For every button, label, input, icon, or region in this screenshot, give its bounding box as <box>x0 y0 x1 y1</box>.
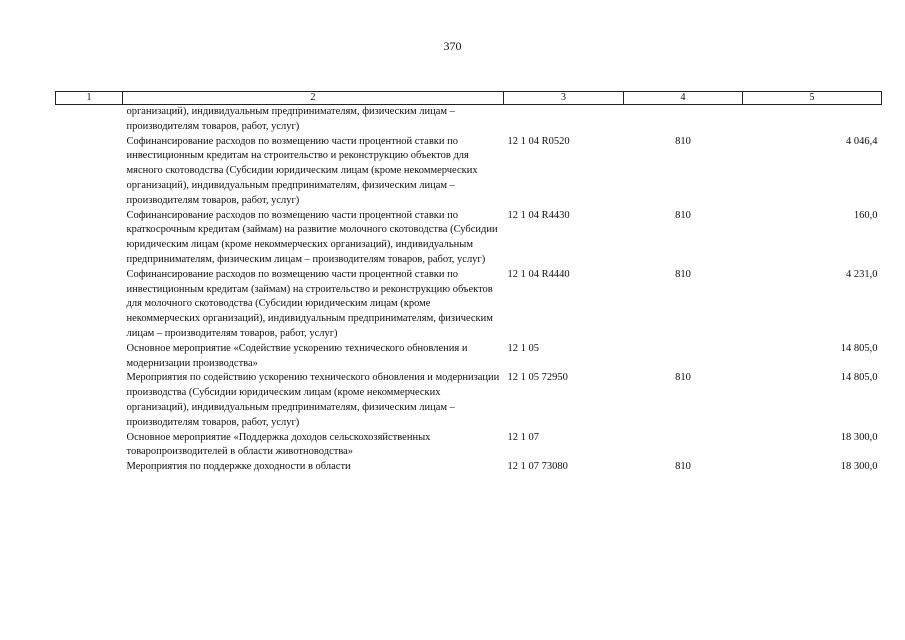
row-index-cell <box>56 460 123 475</box>
row-name-cell: Основное мероприятие «Содействие ускорению технического обновления и модернизации производства» <box>126 342 468 369</box>
row-index-cell <box>56 431 123 461</box>
row-name-cell: организаций), индивидуальным предпринимателям, физическим лицам – производителям товаров, работ, услуг) <box>126 106 455 132</box>
column-header-2: 2 <box>123 92 504 105</box>
row-name-cell: Софинансирование расходов по возмещению части процентной ставки по инвестиционным кредитам на строительство и реконструкцию объектов для мясного скотоводства (Субсидии юридическим лицам (кроме некоммерческих организаций), индивидуальным предпринимателям, физическим лицам – производителям товаров, работ, услуг) <box>126 135 478 206</box>
row-amount-cell <box>743 105 882 135</box>
row-name-cell: Софинансирование расходов по возмещению части процентной ставки по инвестиционным кредитам (займам) на строительство и реконструкцию объектов для молочного скотоводства (Субсидии юридическим лицам (кроме некоммерческих организаций), индивидуальным предпринимателям, физическим лицам – производителям товаров, работ, услуг) <box>126 268 493 339</box>
table-row <box>56 135 882 209</box>
row-amount-cell: 14 805,0 <box>840 342 878 354</box>
row-name-cell: Мероприятия по содействию ускорению технического обновления и модернизации производства (Субсидии юридическим лицам (кроме некоммерческих организаций), индивидуальным предпринимателям, физическим лицам – производителям товаров, работ, услуг) <box>126 372 500 428</box>
row-code-cell: 12 1 04 R4430 <box>507 209 570 221</box>
row-name-cell: Мероприятия по поддержке доходности в области <box>126 461 351 473</box>
row-kind-cell: 810 <box>675 209 691 221</box>
row-amount-cell: 18 300,0 <box>840 461 878 473</box>
row-index-cell <box>56 135 123 209</box>
budget-table <box>55 91 882 475</box>
table-row <box>56 105 882 135</box>
table-row <box>56 209 882 268</box>
column-header-1: 1 <box>56 92 123 105</box>
row-index-cell <box>56 209 123 268</box>
row-kind-cell: 810 <box>675 268 691 280</box>
row-amount-cell: 4 231,0 <box>846 268 878 280</box>
row-amount-cell: 14 805,0 <box>840 372 878 384</box>
row-amount-cell: 18 300,0 <box>840 431 878 443</box>
page-number: 370 <box>443 39 462 53</box>
table-row <box>56 371 882 430</box>
row-kind-cell: 810 <box>675 135 691 147</box>
row-amount-cell: 4 046,4 <box>846 135 878 147</box>
row-kind-cell <box>624 105 743 135</box>
row-name-cell: Софинансирование расходов по возмещению части процентной ставки по краткосрочным кредитам (займам) на развитие молочного скотоводства (Субсидии юридическим лицам (кроме некоммерческих организаций), индивидуальным предпринимателям, физическим лицам – производителям товаров, работ, услуг) <box>126 209 498 265</box>
row-kind-cell: 810 <box>675 461 691 473</box>
row-index-cell <box>56 371 123 430</box>
row-name-cell: Основное мероприятие «Поддержка доходов сельскохозяйственных товаропроизводителей в области животноводства» <box>126 431 431 458</box>
row-code-cell: 12 1 04 R4440 <box>507 268 570 280</box>
row-code-cell: 12 1 05 <box>507 342 539 354</box>
table-row <box>56 431 882 461</box>
column-header-3: 3 <box>504 92 624 105</box>
row-code-cell <box>504 105 624 135</box>
row-kind-cell <box>624 342 743 372</box>
row-kind-cell <box>624 431 743 461</box>
header-row <box>56 92 882 105</box>
column-header-4: 4 <box>624 92 743 105</box>
row-kind-cell: 810 <box>675 372 691 384</box>
row-index-cell <box>56 268 123 342</box>
row-index-cell <box>56 105 123 135</box>
table-row <box>56 268 882 342</box>
row-amount-cell: 160,0 <box>853 209 878 221</box>
table-row <box>56 460 882 475</box>
row-code-cell: 12 1 04 R0520 <box>507 135 570 147</box>
table-row <box>56 342 882 372</box>
row-code-cell: 12 1 07 <box>507 431 539 443</box>
row-code-cell: 12 1 05 72950 <box>507 372 568 384</box>
row-index-cell <box>56 342 123 372</box>
row-code-cell: 12 1 07 73080 <box>507 461 568 473</box>
column-header-5: 5 <box>743 92 882 105</box>
